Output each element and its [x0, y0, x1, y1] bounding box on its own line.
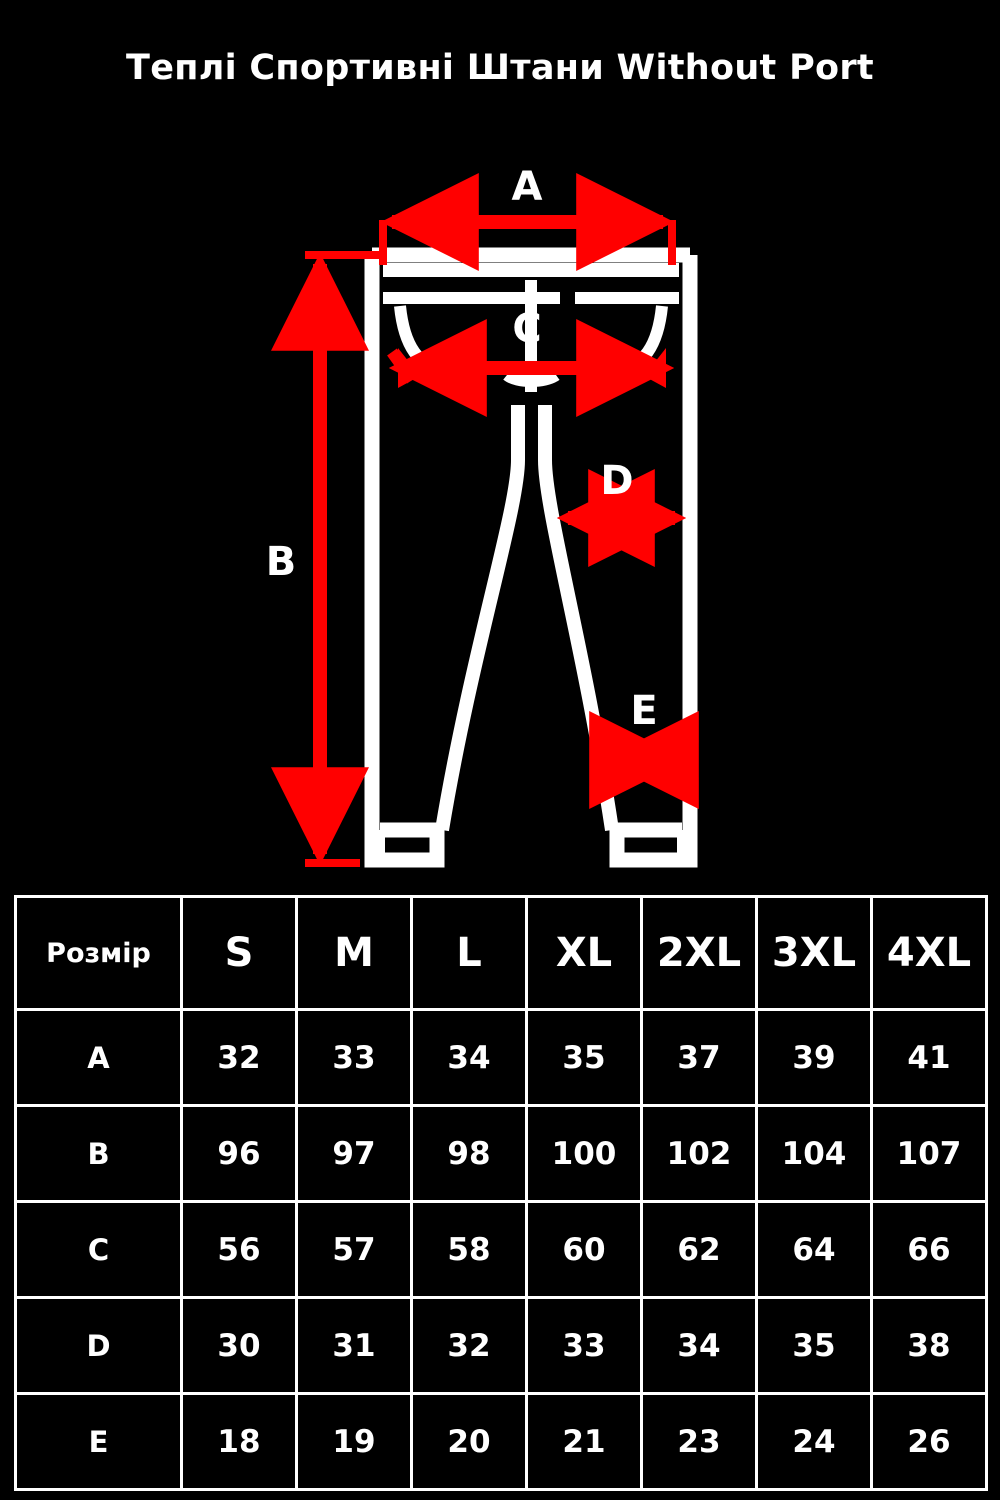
- cell-d-2xl: 34: [642, 1298, 757, 1394]
- label-b: B: [265, 539, 297, 585]
- cell-d-s: 30: [182, 1298, 297, 1394]
- cell-b-m: 97: [297, 1106, 412, 1202]
- cell-b-3xl: 104: [757, 1106, 872, 1202]
- cell-b-s: 96: [182, 1106, 297, 1202]
- cell-c-xl: 60: [527, 1202, 642, 1298]
- page-title: Теплі Спортивні Штани Without Port: [126, 48, 874, 88]
- table-row: [16, 1010, 987, 1106]
- cell-e-3xl: 24: [757, 1394, 872, 1490]
- cell-c-2xl: 62: [642, 1202, 757, 1298]
- cell-c-l: 58: [412, 1202, 527, 1298]
- row-label-e: E: [16, 1394, 182, 1490]
- cell-b-xl: 100: [527, 1106, 642, 1202]
- cell-d-3xl: 35: [757, 1298, 872, 1394]
- row-label-a: A: [16, 1010, 182, 1106]
- table-row: [16, 1394, 987, 1490]
- measure-d: [568, 458, 675, 518]
- cell-b-2xl: 102: [642, 1106, 757, 1202]
- size-table: [14, 895, 988, 1491]
- column-header-4xl: 4XL: [872, 897, 987, 1010]
- cell-a-s: 32: [182, 1010, 297, 1106]
- label-e: E: [630, 688, 658, 734]
- cell-e-2xl: 23: [642, 1394, 757, 1490]
- column-header-3xl: 3XL: [757, 897, 872, 1010]
- table-header-row: [16, 897, 987, 1010]
- column-header-l: L: [412, 897, 527, 1010]
- measure-e: [612, 688, 676, 760]
- cell-e-s: 18: [182, 1394, 297, 1490]
- column-header-xl: XL: [527, 897, 642, 1010]
- column-header-size: Розмір: [16, 897, 182, 1010]
- cell-c-m: 57: [297, 1202, 412, 1298]
- cell-e-l: 20: [412, 1394, 527, 1490]
- label-a: A: [511, 164, 543, 210]
- table-row: [16, 1202, 987, 1298]
- cell-a-l: 34: [412, 1010, 527, 1106]
- cell-d-4xl: 38: [872, 1298, 987, 1394]
- cell-e-xl: 21: [527, 1394, 642, 1490]
- cell-a-2xl: 37: [642, 1010, 757, 1106]
- cell-e-m: 19: [297, 1394, 412, 1490]
- table-row: [16, 1298, 987, 1394]
- label-c: C: [512, 306, 542, 352]
- size-table-wrapper: [14, 895, 986, 1491]
- cell-c-4xl: 66: [872, 1202, 987, 1298]
- cell-a-3xl: 39: [757, 1010, 872, 1106]
- column-header-s: S: [182, 897, 297, 1010]
- row-label-c: C: [16, 1202, 182, 1298]
- cell-a-m: 33: [297, 1010, 412, 1106]
- cell-b-l: 98: [412, 1106, 527, 1202]
- cell-c-3xl: 64: [757, 1202, 872, 1298]
- column-header-m: M: [297, 897, 412, 1010]
- measurement-diagram: [0, 130, 1000, 890]
- cell-c-s: 56: [182, 1202, 297, 1298]
- cell-a-4xl: 41: [872, 1010, 987, 1106]
- cell-d-l: 32: [412, 1298, 527, 1394]
- cell-b-4xl: 107: [872, 1106, 987, 1202]
- cell-d-m: 31: [297, 1298, 412, 1394]
- table-row: [16, 1106, 987, 1202]
- cell-d-xl: 33: [527, 1298, 642, 1394]
- cell-a-xl: 35: [527, 1010, 642, 1106]
- cell-e-4xl: 26: [872, 1394, 987, 1490]
- column-header-2xl: 2XL: [642, 897, 757, 1010]
- row-label-d: D: [16, 1298, 182, 1394]
- row-label-b: B: [16, 1106, 182, 1202]
- label-d: D: [600, 458, 634, 504]
